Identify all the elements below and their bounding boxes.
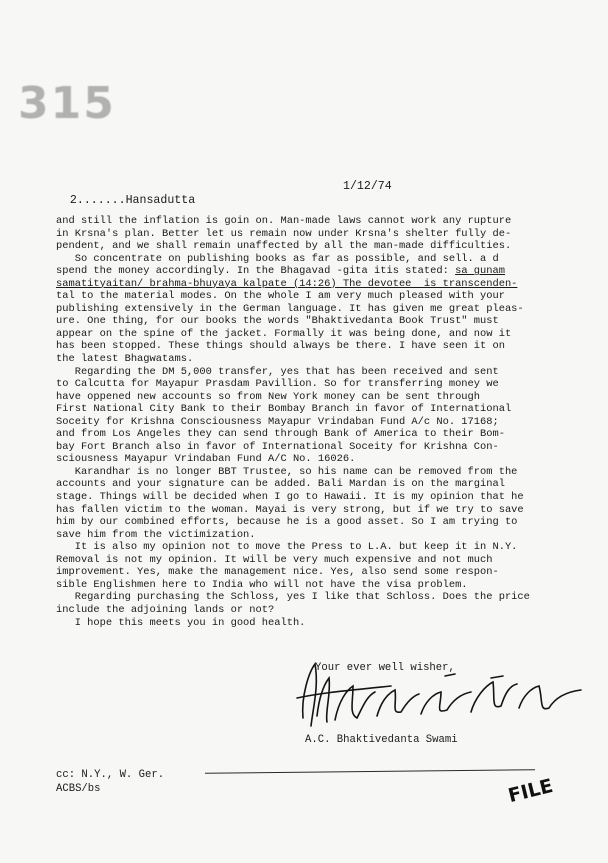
verse-underlined: sa gunam bbox=[455, 265, 505, 278]
body-line: Soceity for Krishna Consciousness Mayapur Vrindaban Fund A/c No. 17168; bbox=[56, 415, 499, 428]
handwritten-signature bbox=[295, 656, 585, 736]
body-line: Karandhar is no longer BBT Trustee, so his name can be removed from the bbox=[56, 465, 518, 478]
body-line: improvement. Yes, make the management nice. Yes, also send some respon- bbox=[56, 566, 499, 579]
body-line: bay Fort Branch also in favor of International Soceity for Krishna Con- bbox=[56, 440, 499, 453]
body-line: has been stopped. These things should always be there. I have seen it on bbox=[56, 340, 505, 353]
body-line: appear on the spine of the jacket. Formally it was being done, and now it bbox=[56, 327, 512, 340]
body-line: in Krsna's plan. Better let us remain now under Krsna's shelter fully de- bbox=[56, 227, 512, 240]
body-line: ure. One thing, for our books the words "Bhaktivedanta Book Trust" must bbox=[56, 315, 499, 328]
body-line: include the adjoining lands or not? bbox=[56, 603, 275, 616]
body-line: and from Los Angeles they can send through Bank of America to their Bom- bbox=[56, 428, 505, 441]
body-line: So concentrate on publishing books as far as possible, and sell. a d bbox=[56, 252, 499, 265]
body-line: sible Englishmen here to India who will not have the visa problem. bbox=[56, 578, 468, 591]
body-line: him by our combined efforts, because he is a good asset. So I am trying to bbox=[56, 516, 518, 529]
body-line: save him from the victimization. bbox=[56, 528, 256, 541]
header-recipient: 2.......Hansadutta bbox=[69, 194, 196, 207]
body-line: publishing extensively in the German language. It has given me great pleas- bbox=[56, 302, 524, 315]
letter-body bbox=[56, 215, 530, 629]
body-line: First National City Bank to their Bombay Branch in favor of International bbox=[56, 403, 512, 416]
letter-date: 1/12/74 bbox=[343, 180, 392, 193]
carbon-copy-block bbox=[56, 768, 164, 796]
body-line: I hope this meets you in good health. bbox=[56, 616, 306, 629]
body-line: to Calcutta for Mayapur Prasdam Pavillion. So for transferring money we bbox=[56, 378, 499, 391]
body-line-with-verse: spend the money accordingly. In the Bhagavad -gita itis stated: sa gunam bbox=[56, 265, 505, 278]
body-line: the latest Bhagwatams. bbox=[56, 353, 194, 366]
body-line-verse: samatityaitan/ brahma-bhuyaya kalpate (14:26) The devotee is transcenden- bbox=[56, 277, 518, 290]
body-line: tal to the material modes. On the whole I am very much pleased with your bbox=[56, 290, 505, 303]
body-line: stage. Things will be decided when I go to Hawaii. It is my opinion that he bbox=[56, 491, 524, 504]
body-line: accounts and your signature can be added. Bali Mardan is on the marginal bbox=[56, 478, 505, 491]
page-number-stamp: 315 bbox=[18, 78, 116, 129]
body-line: pendent, and we shall remain unaffected by all the man-made difficulties. bbox=[56, 240, 512, 253]
body-line: Regarding purchasing the Schloss, yes I like that Schloss. Does the price bbox=[56, 591, 530, 604]
signer-name: A.C. Bhaktivedanta Swami bbox=[305, 734, 458, 746]
body-line: have oppened new accounts so from New York money can be sent through bbox=[56, 390, 481, 403]
body-line: has fallen victim to the woman. Mayai is very strong, but if we try to save bbox=[56, 503, 524, 516]
cc-line: cc: N.Y., W. Ger. bbox=[56, 769, 165, 781]
body-line: Regarding the DM 5,000 transfer, yes that has been received and sent bbox=[56, 365, 499, 378]
divider-line bbox=[205, 769, 535, 773]
typist-initials: ACBS/bs bbox=[56, 783, 101, 795]
body-line: and still the inflation is goin on. Man-made laws cannot work any rupture bbox=[56, 215, 512, 227]
file-stamp: FILE bbox=[506, 774, 556, 808]
signature-block bbox=[295, 656, 585, 746]
body-line: sciousness Mayapur Vrindaban Fund A/C No. 16026. bbox=[56, 453, 356, 466]
closing-salutation: Your ever well wisher, bbox=[315, 662, 455, 674]
body-line: Removal is not my opinion. It will be very much expensive and not much bbox=[56, 553, 493, 566]
body-line: It is also my opinion not to move the Press to L.A. but keep it in N.Y. bbox=[56, 541, 518, 554]
